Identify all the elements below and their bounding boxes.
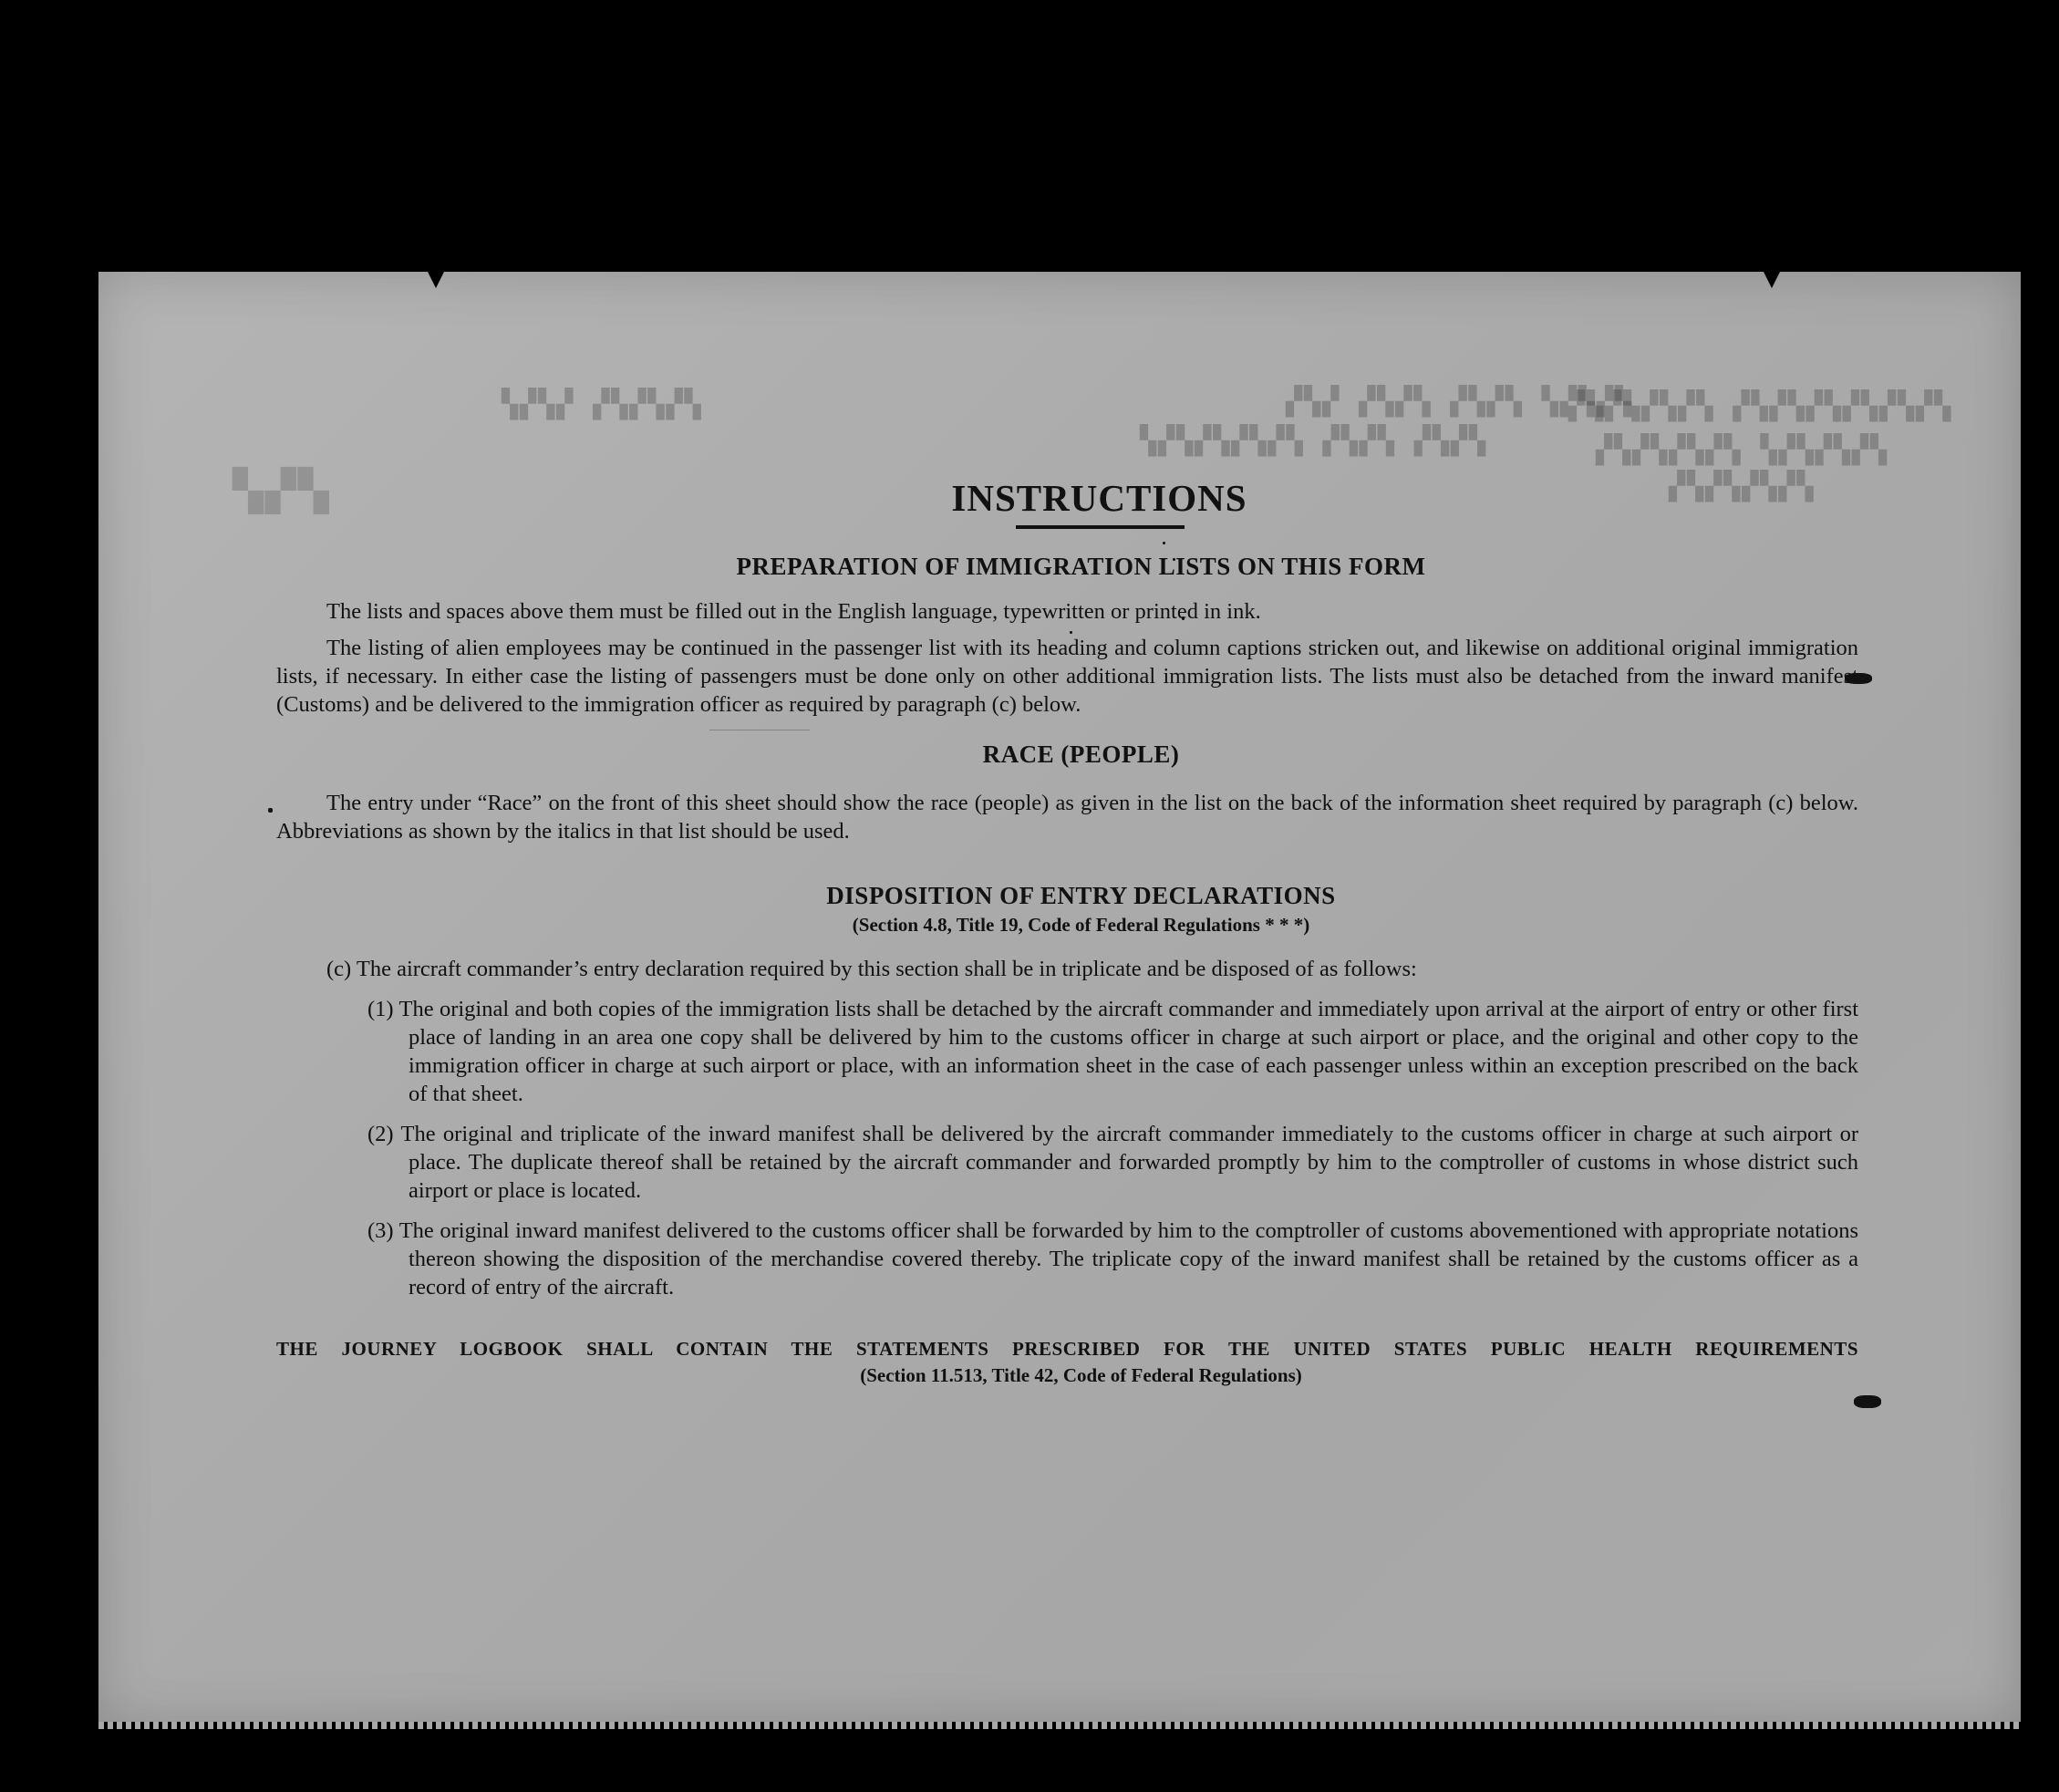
- bleed-through-text: ▞▚▞▚▞ ▞▚▞▚ ▞▚▞▚ ▚▞▚: [1284, 388, 1631, 420]
- bleed-through-text: ▞▚▞▚▞▚▞▚: [1667, 473, 1814, 504]
- list-item-2: (2) The original and triplicate of the inward manifest shall be delivered by the aircraft commander immediately to the customs officer in charge at such airport or place. The duplicate thereof shall be retained by the aircraft commander and forwarded promptly by him to the comptroller of customs in whose district such airport or place is located.: [367, 1122, 1858, 1203]
- instructions-content: [276, 476, 1858, 1387]
- paragraph-race: The entry under “Race” on the front of this sheet should show the race (people) as given in the list on the back of the information sheet required by paragraph (c) below. Abbreviations as shown by the italics in that list should be used.: [276, 791, 1858, 844]
- title-underline: [1016, 525, 1185, 529]
- paper-sheet: [98, 272, 2021, 1725]
- footer-requirement: THE JOURNEY LOGBOOK SHALL CONTAIN THE STATEMENTS PRESCRIBED FOR THE UNITED STATES PUBLIC HEALTH REQUIREMENTS: [276, 1338, 1858, 1360]
- bleed-through-number: ▞▚▞: [231, 469, 329, 513]
- list-item-1: (1) The original and both copies of the immigration lists shall be detached by the aircraft commander and immediately upon arrival at the airport of entry or other first place of landing in an area one copy shall be delivered by him to the customs officer in charge at such airport or place, and the original and other copy to the immigration officer in charge at such airport or place, with an information sheet in the case of each passenger unless within an exception prescribed on the back of that sheet.: [367, 997, 1858, 1106]
- ink-speck: [268, 808, 273, 813]
- section-heading-preparation: PREPARATION OF IMMIGRATION LISTS ON THIS FORM: [736, 553, 1426, 580]
- section-citation: (Section 4.8, Title 19, Code of Federal Regulations * * *): [852, 914, 1310, 936]
- paragraph-alien-employees: The listing of alien employees may be continued in the passenger list with its heading and column captions stricken out, and likewise on additional original immigration lists, if necessary. In either case the listing of passengers must be done only on other additional immigration lists. The lists must also be detached from the inward manifest (Customs) and be delivered to the immigration officer as required by paragraph (c) below.: [276, 636, 1858, 717]
- paragraph-english-language: The lists and spaces above them must be filled out in the English language, typewritten or printed in ink.: [326, 599, 1261, 624]
- page-title: INSTRUCTIONS: [951, 477, 1247, 519]
- section-heading-race: RACE (PEOPLE): [982, 741, 1180, 768]
- sheet-notch: [427, 270, 445, 288]
- list-item-3: (3) The original inward manifest delivered to the customs officer shall be forwarded by him to the comptroller of customs abovementioned with appropriate notations thereon showing the disposition of the merchandise covered thereby. The triplicate copy of the inward manifest shall be retained by the customs officer as a record of entry of the aircraft.: [367, 1218, 1858, 1300]
- footer-citation: (Section 11.513, Title 42, Code of Federal Regulations): [860, 1364, 1302, 1386]
- bleed-through-text: ▞▚▞▚ ▞▚▞▚ ▞▚▞▚▞▚▞▚▞: [1138, 428, 1486, 459]
- ink-speck: [1854, 1395, 1881, 1408]
- list-item-c: (c) The aircraft commander’s entry declaration required by this section shall be in triplicate and be disposed of as follows:: [326, 957, 1417, 981]
- bleed-through-text: ▞▚▞▚▞▚ ▚▞▚▞: [500, 391, 701, 422]
- divider: [276, 719, 1858, 746]
- bleed-through-text: ▞▚▞▚▞▚▞ ▞▚▞▚▞▚▞▚: [1594, 437, 1887, 468]
- section-heading-disposition: DISPOSITION OF ENTRY DECLARATIONS: [826, 882, 1336, 909]
- sheet-notch: [1763, 270, 1781, 288]
- bleed-through-text: ▞▚▞▚▞▚▞▚▞▚▞▚ ▞▚▞▚▞▚▞▚: [1567, 393, 1951, 424]
